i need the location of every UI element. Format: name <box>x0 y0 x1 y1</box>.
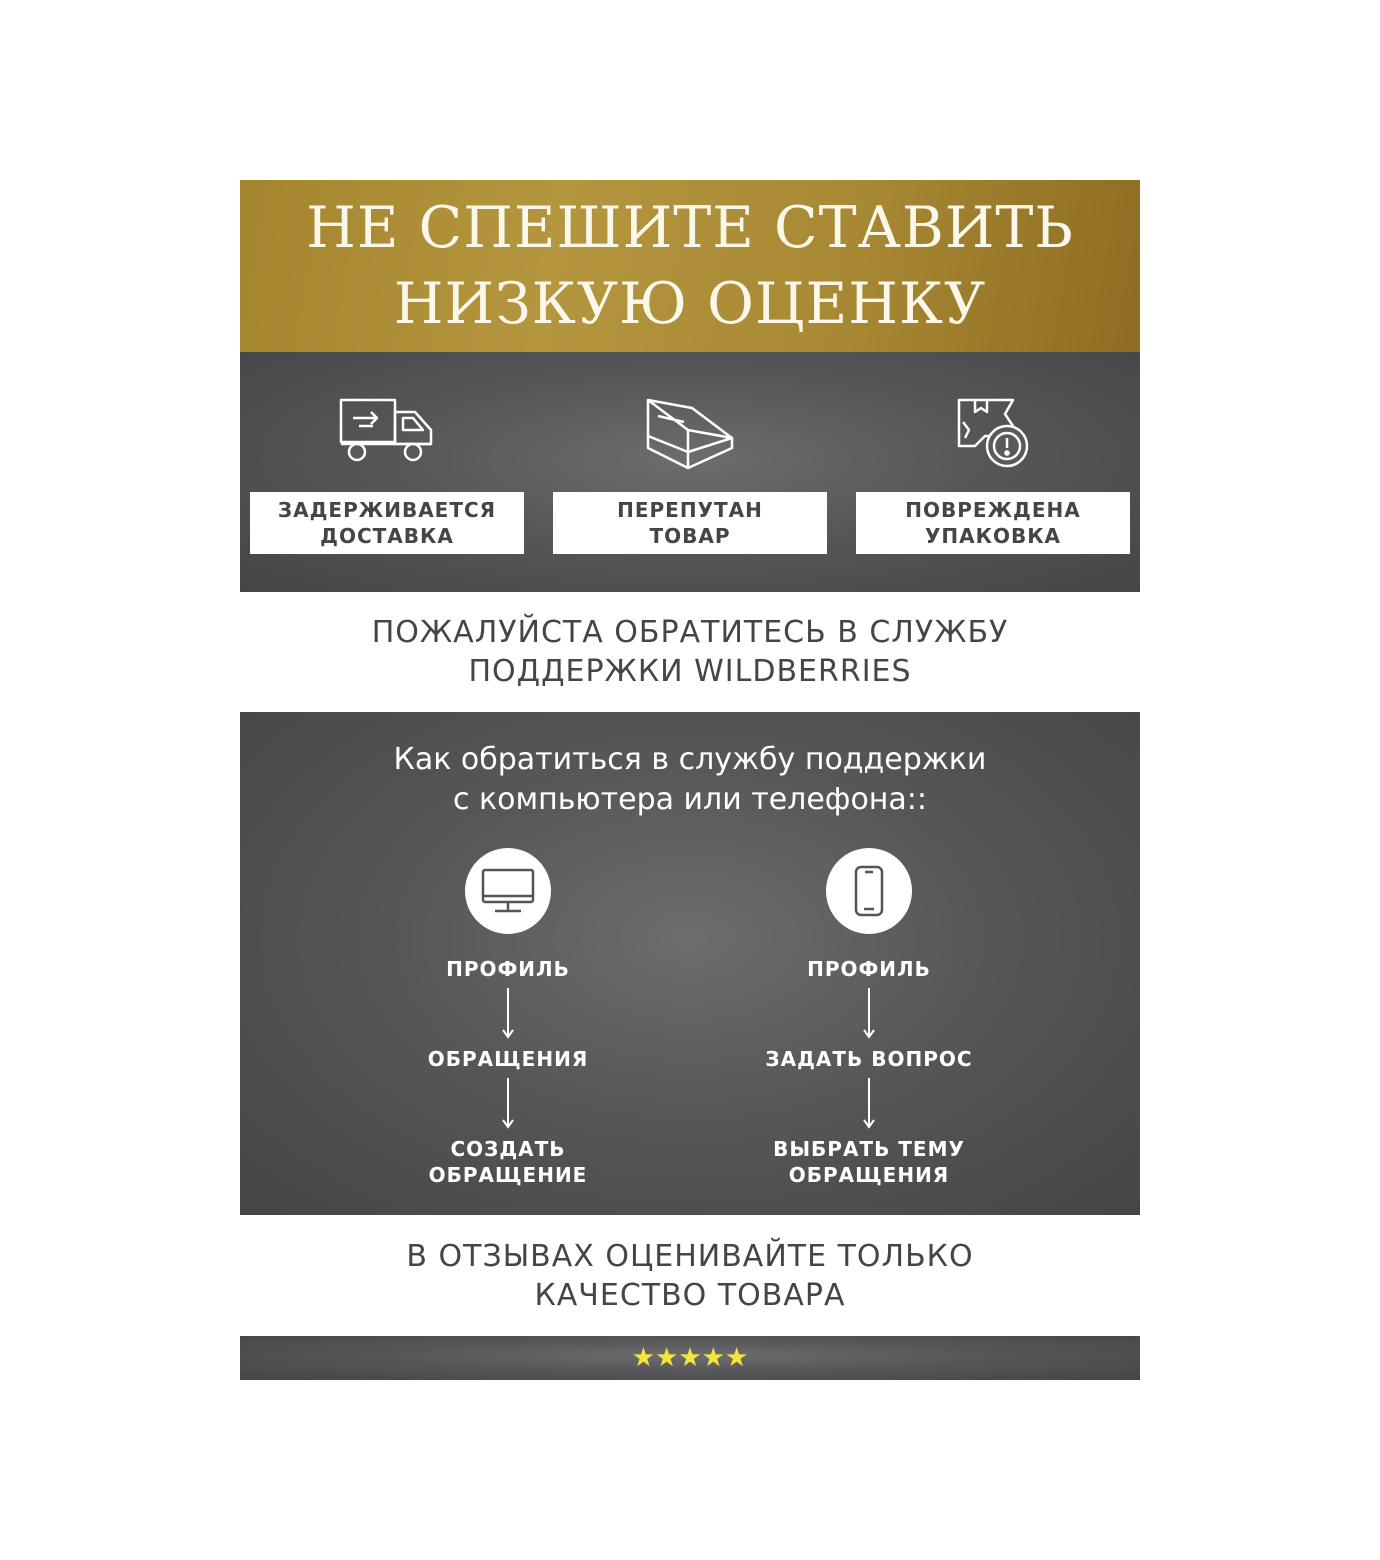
howto-panel <box>240 712 1140 1215</box>
phone-step-profile: ПРОФИЛЬ <box>807 957 931 981</box>
problem-wrong-item <box>553 352 827 592</box>
howto-title <box>240 740 1140 820</box>
problem-label-box <box>553 492 827 554</box>
problem-label-line1: ЗАДЕРЖИВАЕТСЯ <box>277 498 497 522</box>
howto-title-line1: Как обратиться в службу поддержки <box>393 742 987 777</box>
problem-label-box <box>250 492 524 554</box>
arrow-down-icon <box>862 988 876 1040</box>
monitor-icon <box>481 868 535 914</box>
info-card <box>240 180 1140 1380</box>
arrow-down-icon <box>862 1078 876 1130</box>
computer-step-create-line1: СОЗДАТЬ <box>450 1137 566 1161</box>
problem-label-line2: ДОСТАВКА <box>320 524 454 548</box>
problems-panel <box>240 352 1140 592</box>
rating-stars: ★★★★★ <box>631 1343 749 1373</box>
computer-step-create-line2: ОБРАЩЕНИЕ <box>428 1163 588 1187</box>
phone-step-choose-topic <box>773 1136 965 1188</box>
support-notice-line2: ПОДДЕРЖКИ WILDBERRIES <box>468 654 912 689</box>
arrow-down-icon <box>501 1078 515 1130</box>
problem-label-line2: УПАКОВКА <box>924 524 1062 548</box>
computer-icon-circle <box>465 848 551 934</box>
computer-step-create <box>429 1136 588 1188</box>
howto-title-line2: с компьютера или телефона:: <box>452 782 928 817</box>
review-notice <box>240 1235 1140 1317</box>
phone-step-choose-topic-line1: ВЫБРАТЬ ТЕМУ <box>773 1137 965 1161</box>
problem-label-line1: ПЕРЕПУТАН <box>617 498 763 522</box>
phone-icon-circle <box>826 848 912 934</box>
header-banner <box>240 180 1140 352</box>
header-title-line2: НИЗКУЮ ОЦЕНКУ <box>393 271 987 337</box>
open-box-icon <box>644 396 736 472</box>
computer-step-requests: ОБРАЩЕНИЯ <box>427 1047 589 1071</box>
support-notice <box>240 612 1140 692</box>
phone-steps <box>704 848 1034 1188</box>
problem-label-line2: ТОВАР <box>649 524 731 548</box>
rating-bar <box>240 1336 1140 1380</box>
problem-label-line1: ПОВРЕЖДЕНА <box>905 498 1081 522</box>
review-notice-line1: В ОТЗЫВАХ ОЦЕНИВАЙТЕ ТОЛЬКО <box>406 1239 974 1274</box>
header-title-line1: НЕ СПЕШИТЕ СТАВИТЬ <box>306 195 1074 261</box>
computer-steps <box>343 848 673 1188</box>
support-notice-line1: ПОЖАЛУЙСТА ОБРАТИТЕСЬ В СЛУЖБУ <box>371 615 1009 650</box>
computer-step-profile: ПРОФИЛЬ <box>446 957 570 981</box>
arrow-down-icon <box>501 988 515 1040</box>
damaged-package-icon <box>955 396 1031 470</box>
problem-label-box <box>856 492 1130 554</box>
phone-step-ask-question: ЗАДАТЬ ВОПРОС <box>765 1047 973 1071</box>
delivery-truck-icon <box>339 396 435 462</box>
review-notice-line2: КАЧЕСТВО ТОВАРА <box>534 1278 846 1313</box>
problem-damaged-package <box>856 352 1130 592</box>
phone-step-choose-topic-line2: ОБРАЩЕНИЯ <box>788 1163 950 1187</box>
smartphone-icon <box>854 865 884 917</box>
problem-delivery <box>250 352 524 592</box>
